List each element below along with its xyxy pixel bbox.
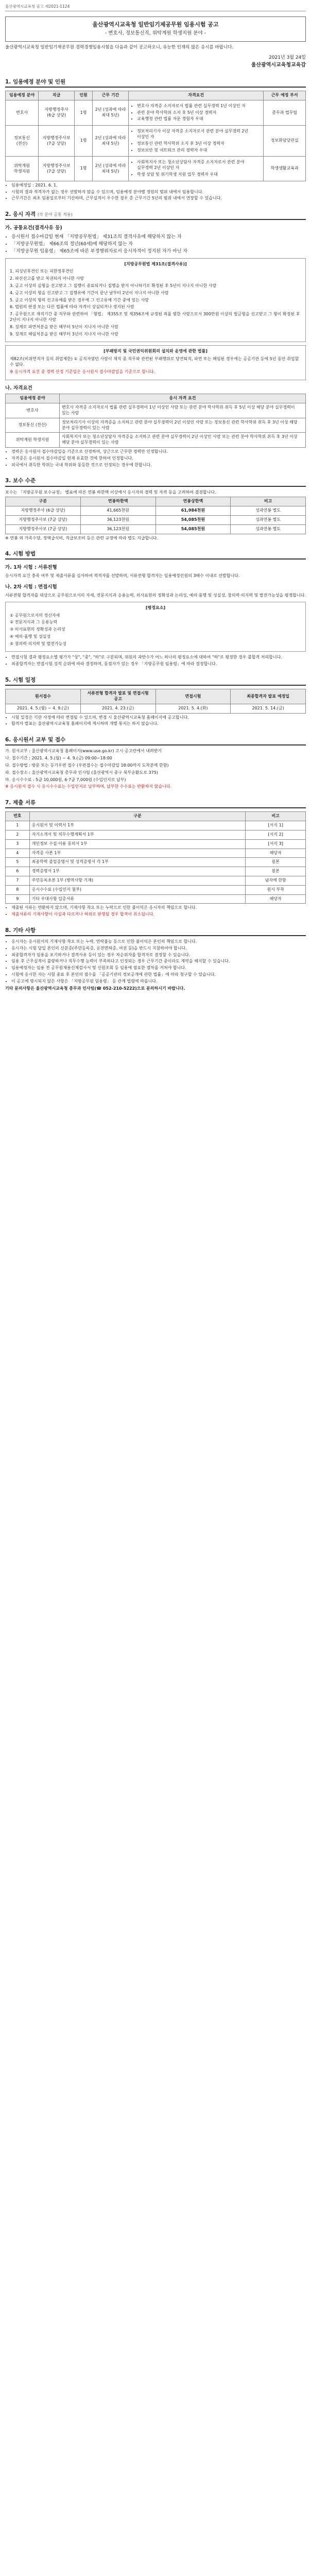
title-line1: 울산광역시교육청 일반임기제공무원 임용시험 공고 [92,21,219,28]
section-1-title: 1. 임용예정 분야 및 인원 [5,77,306,88]
section-8-title: 8. 기타 사항 [5,926,306,936]
table-row [6,506,306,516]
quals-list [131,160,261,177]
table-cell: 2년 (성과에 따라 최대 5년) [93,126,129,157]
box-line: ① 공무원으로서의 정신자세 [10,613,60,618]
list-item: • 임용예정자는 임용 전 공무원채용신체검사서 및 신원조회 등 임용에 필요한 절차를 거쳐야 합니다. [11,965,306,971]
exam-stage-1: 가. 1차 시험 : 서류전형 [5,565,57,571]
note: • 제출된 서류는 반환하지 않으며, 기재사항 착오 또는 누락으로 인한 불이익은 응시자의 책임으로 합니다. [11,905,306,911]
box-line: ② 전문지식과 그 응용능력 [10,620,58,625]
quals-list [131,104,261,122]
table-cell: 성과연봉 별도 [231,524,306,534]
schedule-notes [5,715,306,727]
box-heading: [평정요소] [145,605,166,610]
qualifications-table [5,394,306,448]
table-cell: 9 [6,894,30,904]
table-cell: 성과연봉 별도 [231,515,306,524]
table-cell: 8 [6,885,30,894]
table-row [6,839,306,849]
table-row [6,126,306,157]
table-cell: 지방행정주사 (6급 상당) [6,506,81,516]
table-row [6,157,306,181]
misc-items [5,939,306,985]
table-cell: 3 [6,839,30,849]
table-row [6,821,306,831]
intro-text: 울산광역시교육청 일반임기제공무원 경력경쟁임용시험을 다음과 같이 공고하오니, 유능한 인재의 많은 응시를 바랍니다. [5,44,233,50]
table-header: 원서접수 [6,689,81,704]
table-cell: 2년 (성과에 따라 최대 5년) [93,100,129,125]
table-cell: 원본 [246,858,306,867]
note: • 근무기간은 최초 임용일로부터 기산하며, 근무실적이 우수한 경우 총 근무기간 5년의 범위 내에서 연장할 수 있습니다. [11,196,306,201]
evaluation-box [5,602,306,652]
table-cell: 2021. 4. 23.(금) [80,704,156,713]
table-row [6,515,306,524]
disqualification-box [5,258,306,343]
table-cell: 1명 [75,100,93,125]
table-cell [129,157,264,181]
table-cell: [서식 2] [246,830,306,839]
list-item: • 정보통신 관련 학사학위 소지 후 3년 이상 경력자 [137,141,261,147]
table-cell: 해당자 [246,849,306,858]
table-cell: [서식 3] [246,839,306,849]
list-item: 라. 접수장소 : 울산광역시교육청 총무과 인사팀 (울산광역시 중구 북부순환도로 375) [5,770,158,775]
section-3-title: 3. 보수 수준 [5,476,306,486]
list-item: • 교육행정 관련 법률 자문 경험자 우대 [137,116,261,122]
table-cell: 변호사 자격증 소지자로서 법률 관련 실무경력이 1년 이상인 사람 또는 관련 분야 학사학위 취득 후 5년 이상 해당 분야 실무경력이 있는 사람 [59,403,305,418]
table-cell: 총무과 법무팀 [264,100,306,125]
table-header: 응시 자격 요건 [59,394,305,403]
box-line: 4. 금고 이상의 형을 선고받고 그 집행유예 기간이 끝난 날부터 2년이 지나지 아니한 사람 [10,290,169,295]
table-header: 연봉상한액 [156,497,231,506]
box-line: 3. 금고 이상의 실형을 선고받고 그 집행이 종료되거나 집행을 받지 아니하기로 확정된 후 5년이 지나지 아니한 사람 [10,283,217,289]
note: • 외국에서 취득한 학위는 국내 학위와 동등한 것으로 인정되는 경우에 한합니다. [11,463,306,468]
list-item: • 변호사 자격증 소지자로서 법률 관련 실무경력 1년 이상인 자 [137,104,261,109]
table-header-row [6,812,306,821]
table-cell: 54,085천원 [156,515,231,524]
table-row [6,403,306,418]
documents-table [5,811,306,904]
section-2-title [5,210,306,220]
table-cell: 7 [6,876,30,885]
section-6-title: 6. 응시원서 교부 및 접수 [5,735,306,745]
table-cell: 위탁계원 학생지원 [6,433,60,448]
salary-desc: 보수는 「지방공무원 보수규정」 별표에 따른 연봉 하한액 이상에서 응시자의 경력 및 자격 등을 고려하여 결정합니다. [5,489,216,495]
positions-table [5,91,306,181]
list-item: 나. 접수기간 : 2021. 4. 5.(월) ~ 4. 9.(금) 09:00~18:00 [5,756,112,761]
table-cell: 36,123천원 [80,524,156,534]
list-item: • 응시자는 시험 당일 본인의 신분증(주민등록증, 운전면허증, 여권 등)을 반드시 지참하여야 합니다. [11,946,306,952]
table-cell: 2021. 5. 14.(금) [231,704,306,713]
section-2-title-text: 2. 응시 자격 [5,211,36,218]
table-cell [129,126,264,157]
title-box [5,16,306,42]
table-cell: 1명 [75,126,93,157]
table-cell: 주민등록초본 1부 (병역사항 기재) [29,876,246,885]
section-5-title: 5. 시험 일정 [5,675,306,686]
section-2-sub2: 나. 자격요건 [5,385,32,391]
application-items [5,749,306,783]
common-requirements [5,234,306,255]
section-2-sub1: 가. 공통요건(결격사유 등) [5,225,62,231]
section-4-title: 4. 시험 방법 [5,549,306,560]
table-header: 면접시험 [156,689,231,704]
salary-table [5,497,306,534]
section-1-notes [5,183,306,201]
table-cell: 정보통신 (전산) [6,418,60,433]
list-item: • 학생 상담 및 위기학생 지원 업무 경력자 우대 [137,172,261,178]
table-row [6,885,306,894]
box-line: 1. 피성년후견인 또는 피한정후견인 [10,269,74,274]
table-cell [129,100,264,125]
exam-stage-1-text: 응시자격 요건 충족 여부 및 제출서류를 심사하여 적격자를 선발하며, 서류전형 합격자는 임용예정인원의 3배수 이내로 선발합니다. [5,573,240,579]
table-cell: 41,665천원 [80,506,156,516]
notice-page [0,0,311,1008]
list-item: • 「지방공무원법」 제66조의 정년(60세)에 해당하지 않는 자 [11,241,306,247]
qualification-notes [5,449,306,468]
table-row [6,858,306,867]
table-header: 직급 [39,91,75,100]
issuer: 울산광역시교육청교육감 [251,62,306,69]
table-cell: 지방행정주사보 (7급 상당) [39,157,75,181]
documents-notes [5,905,306,918]
table-header: 자격요건 [129,91,264,100]
note: • 시험의 결과 적격자가 없는 경우 선발하지 않을 수 있으며, 임용예정 분야별 정원의 범위 내에서 임용합니다. [11,190,306,195]
notice-date: 2021년 3월 24일 [269,55,306,61]
table-header: 임용예정 분야 [6,91,39,100]
quals-list [131,129,261,153]
header-line: 울산광역시교육청 공고 제2021-1124 [5,4,306,11]
list-item: • 관련 분야 학사학위 소지 후 5년 이상 경력자 [137,110,261,116]
box-line: ⑤ 창의력·의지력 및 발전가능성 [10,641,67,646]
table-header: 최종합격자 발표 예정일 [231,689,306,704]
table-row [6,867,306,876]
exam-notes [5,655,306,667]
table-cell: 정보통신 (전산) [6,126,39,157]
exam-stage-2-text: 서류전형 합격자를 대상으로 공무원으로서의 자세, 전문지식과 응용능력, 의사표현의 정확성과 논리성, 예의·품행 및 성실성, 창의력·의지력 및 발전가능성을 평정합니다. [5,592,306,598]
table-header: 번호 [6,812,30,821]
table-cell: 남자에 한함 [246,876,306,885]
note: • 제출서류의 기재사항이 사실과 다르거나 허위로 판명될 경우 합격이 취소됩니다. [11,912,306,918]
table-cell: 2021. 4. 5.(월) ~ 4. 9.(금) [6,704,81,713]
list-item: 다. 접수방법 : 방문 또는 등기우편 접수 (우편접수는 접수마감일 18:00까지 도착분에 한함) [5,763,169,768]
box-line: 8. 징계로 파면처분을 받은 때부터 5년이 지나지 아니한 사람 [10,324,118,329]
table-row [6,894,306,904]
list-item: • 정보처리기사 이상 자격증 소지자로서 관련 분야 실무경력 2년 이상인 자 [137,129,261,140]
note: • 자격증은 응시원서 접수마감일 현재 유효한 것에 한하여 인정합니다. [11,456,306,462]
list-item: • 「지방공무원 임용령」 제65조에 따른 부정행위자로서 응시자격이 정지된 자가 아닌 자 [11,248,306,255]
table-cell: 4 [6,849,30,858]
table-row [6,418,306,433]
table-row [6,704,306,713]
table-cell: 지방행정주사보 (7급 상당) [6,524,81,534]
table-cell: 성과연봉 별도 [231,506,306,516]
exam-stage-2: 나. 2차 시험 : 면접시험 [5,584,57,590]
note: • 면접시험 결과 평정요소별 평가가 "상", "중", "하"로 구분되며, 위원의 과반수가 어느 하나의 평정요소에 대하여 "하"로 평정한 경우 불합격 처리합니다. [11,655,306,660]
table-cell: 36,123천원 [80,515,156,524]
table-header: 서류전형 합격자 발표 및 면접시험 공고 [80,689,156,704]
anticorruption-box [5,345,306,380]
fee-note: ※ 응시원서 접수 시 응시수수료는 수입인지로 납부하며, 납부한 수수료는 반환하지 않습니다. [5,784,172,789]
table-cell: 2년 (성과에 따라 최대 5년) [93,157,129,181]
box-line: 6. 법원의 판결 또는 다른 법률에 따라 자격이 상실되거나 정지된 사람 [10,304,134,310]
table-cell: 정보처리기사 이상의 자격증을 소지하고 관련 분야 실무경력이 2년 이상인 사람 또는 정보통신 관련 학사학위 취득 후 3년 이상 해당 분야 실무경력이 있는 사람 [59,418,305,433]
table-header-row [6,91,306,100]
table-cell: 원서 부착 [246,885,306,894]
table-cell: 최종학력 졸업증명서 및 성적증명서 각 1부 [29,858,246,867]
table-cell: 2 [6,830,30,839]
box-line: 2. 파산선고를 받고 복권되지 아니한 사람 [10,276,84,281]
table-cell: 2021. 5. 4.(화) [156,704,231,713]
table-cell: 6 [6,867,30,876]
contact-info: 기타 문의사항은 울산광역시교육청 총무과 인사팀(☎ 052-210-5222)으로 문의하시기 바랍니다. [5,986,185,991]
table-header: 구분 [29,812,246,821]
box-heading: [지방공무원법 제31조(결격사유)] [124,261,187,266]
box-heading: [부패방지 및 국민권익위원회의 설치와 운영에 관한 법률] [103,349,208,354]
note: • 임용예정일 : 2021. 6. 1. [11,183,306,189]
table-cell: [서식 1] [246,821,306,831]
table-cell: 지방행정주사보 (7급 상당) [6,515,81,524]
table-row [6,876,306,885]
table-cell: 자기소개서 및 직무수행계획서 1부 [29,830,246,839]
schedule-table [5,689,306,713]
table-cell: 개인정보 수집·이용 동의서 1부 [29,839,246,849]
table-cell: 변호사 [6,100,39,125]
list-item: • 응시원서 접수마감일 현재 「지방공무원법」 제31조의 결격사유에 해당하지 않는 자 [11,234,306,240]
list-item: • 최종합격자가 임용을 포기하거나 결격사유 등이 있는 경우 차순위자를 합격자로 결정할 수 있습니다. [11,953,306,958]
box-line: ③ 의사표현의 정확성과 논리성 [10,627,65,632]
note: • 최종합격자는 면접시험 성적 순위에 따라 결정하며, 동점자가 있는 경우 「지방공무원 임용령」에 따라 결정합니다. [11,662,306,667]
table-cell: 원본 [246,867,306,876]
box-line: 제82조(비위면직자 등의 취업제한) ① 공직자였던 사람이 재직 중 직무와 관련된 부패행위로 당연퇴직, 파면 또는 해임된 경우에는 공공기관 등에 5년 동안 취업할 수 없다. [10,357,299,367]
table-header: 비고 [231,497,306,506]
table-cell: 1 [6,821,30,831]
table-header-row [6,689,306,704]
table-row [6,100,306,125]
table-cell: 자격증 사본 1부 [29,849,246,858]
list-item: • 시험에 응시한 자는 시험 종료 후 본인의 점수를 「공공기관의 정보공개에 관한 법률」에 따라 청구할 수 있습니다. [11,972,306,978]
table-cell: 1명 [75,157,93,181]
note: • 합격자 발표는 울산광역시교육청 홈페이지에 게시하며 개별 통지는 하지 않습니다. [11,721,306,727]
box-line: 7. 공무원으로 재직기간 중 직무와 관련하여 「형법」 제355조 및 제356조에 규정된 죄를 범한 사람으로서 300만원 이상의 벌금형을 선고받고 그 형이 확정된 후 2년이 지나지 아니한 사람 [10,312,300,322]
box-line: ※ 응시자격 요건 중 경력 산정 기준일은 응시원서 접수마감일을 기준으로 합니다. [10,369,155,374]
table-header: 인원 [75,91,93,100]
list-item: • 임용 후 근무실적이 불량하거나 직무수행 능력이 부족하다고 인정되는 경우 근무기간 중이라도 계약을 해지할 수 있습니다. [11,959,306,964]
table-cell: 경력증명서 1부 [29,867,246,876]
table-cell: 기타 우대사항 입증서류 [29,894,246,904]
box-line: 9. 징계로 해임처분을 받은 때부터 3년이 지나지 아니한 사람 [10,331,118,336]
table-header: 근무 기간 [93,91,129,100]
list-item: 가. 원서교부 : 울산광역시교육청 홈페이지(www.use.go.kr) 고시·공고란에서 내려받기 [5,749,162,754]
table-header: 구분 [6,497,81,506]
list-item: • 이 공고에 명시되지 않은 사항은 「지방공무원 임용령」 등 관계 법령에 따릅니다. [11,979,306,985]
table-header: 임용예정 분야 [6,394,60,403]
table-cell: 위탁계원 학생지원 [6,157,39,181]
table-row [6,433,306,448]
table-cell: 5 [6,858,30,867]
table-cell: 해당자 [246,894,306,904]
table-row [6,524,306,534]
table-cell: 54,085천원 [156,524,231,534]
list-item: • 응시자는 응시원서의 기재사항 착오 또는 누락, 연락불능 등으로 인한 불이익은 본인의 책임으로 합니다. [11,939,306,945]
table-cell: 사회복지사 또는 청소년상담사 자격증을 소지하고 관련 분야 실무경력이 2년 이상인 사람 또는 관련 분야 학사학위 취득 후 3년 이상 해당 분야 실무경력이 있는 사람 [59,433,305,448]
table-cell: 응시원서 및 이력서 1부 [29,821,246,831]
section-2-subtitle: (각 분야 공통 적용) [37,212,73,217]
list-item: • 정보보안 및 네트워크 관리 경력자 우대 [137,148,261,154]
table-row [6,830,306,839]
table-header-row [6,394,306,403]
table-cell: 지방행정주사보 (7급 상당) [39,126,75,157]
title-line2: - 변호사, 정보통신직, 위탁계원 학생지원 분야 - [105,30,206,36]
table-cell: 61,984천원 [156,506,231,516]
list-item: 마. 응시수수료 : 5급 10,000원, 6·7급 7,000원 (수입인지로 납부) [5,777,126,782]
table-cell: 변호사 [6,403,60,418]
salary-note: ※ 연봉 외 가족수당, 정액급식비, 직급보조비 등은 관련 규정에 따라 별도 지급합니다. [5,535,159,540]
box-line: ④ 예의·품행 및 성실성 [10,634,51,639]
box-line: 5. 금고 이상의 형의 선고유예를 받은 경우에 그 선고유예 기간 중에 있는 사람 [10,297,149,302]
table-cell: 응시수수료 (수입인지 첨부) [29,885,246,894]
table-cell: 지방행정주사 (6급 상당) [39,100,75,125]
table-row [6,849,306,858]
note: • 경력은 응시원서 접수마감일을 기준으로 산정하며, 상근으로 근무한 경력만 인정합니다. [11,449,306,455]
table-cell: 학생생활교육과 [264,157,306,181]
section-7-title: 7. 제출 서류 [5,798,306,808]
table-header-row [6,497,306,506]
table-cell: 정보화담당관실 [264,126,306,157]
table-header: 비고 [246,812,306,821]
table-header: 연봉하한액 [80,497,156,506]
table-header: 근무 예정 부서 [264,91,306,100]
list-item: • 사회복지사 또는 청소년상담사 자격증 소지자로서 관련 분야 실무경력 2년 이상인 자 [137,160,261,171]
note: • 시험 일정은 기관 사정에 따라 변경될 수 있으며, 변경 시 울산광역시교육청 홈페이지에 공고합니다. [11,715,306,721]
